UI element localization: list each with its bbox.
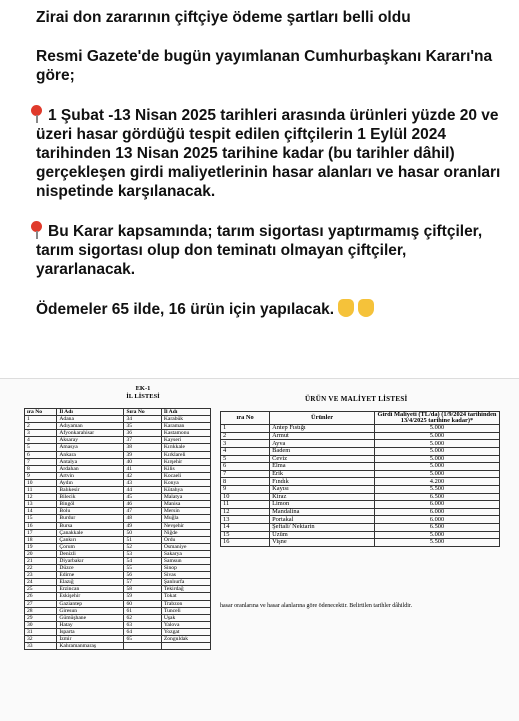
urun-list-table — [220, 411, 500, 547]
table-cell: 16 — [221, 539, 270, 547]
table-row — [25, 458, 211, 465]
table-cell: 5.500 — [375, 539, 500, 547]
table-row — [221, 523, 500, 531]
table-cell: 12 — [25, 494, 57, 501]
table-row — [25, 479, 211, 486]
table-cell: 6.000 — [375, 516, 500, 524]
table-cell: Çanakkale — [57, 529, 124, 536]
table-cell: 2 — [221, 432, 270, 440]
table-cell: Hatay — [57, 621, 124, 628]
table-cell: Kilis — [161, 465, 210, 472]
pin-icon — [30, 221, 44, 239]
table-cell: 63 — [124, 621, 161, 628]
table-cell: Kahramanmaraş — [57, 643, 124, 650]
table-cell: 5 — [221, 455, 270, 463]
table-cell: 43 — [124, 479, 161, 486]
table-cell: Gaziantep — [57, 600, 124, 607]
table-cell: 64 — [124, 628, 161, 635]
col-header: Sıra No — [124, 409, 161, 416]
table-cell: Mandalina — [270, 508, 375, 516]
col-header: Ürünler — [270, 412, 375, 425]
table-cell: 42 — [124, 472, 161, 479]
table-cell: 12 — [221, 508, 270, 516]
table-row — [25, 557, 211, 564]
table-row — [25, 451, 211, 458]
post-text — [36, 8, 506, 319]
table-row — [25, 487, 211, 494]
table-cell: 36 — [124, 430, 161, 437]
table-cell: 57 — [124, 579, 161, 586]
table-cell: 5.000 — [375, 470, 500, 478]
col-header: ıra No — [25, 409, 57, 416]
table-cell: Diyarbakır — [57, 557, 124, 564]
table-row — [25, 543, 211, 550]
table-row — [221, 539, 500, 547]
table-cell: Uşak — [161, 614, 210, 621]
table-cell: Vişne — [270, 539, 375, 547]
table-cell: Artvin — [57, 472, 124, 479]
table-cell: 7 — [25, 458, 57, 465]
table-cell: Aksaray — [57, 437, 124, 444]
table-cell: Kocaeli — [161, 472, 210, 479]
table-cell: 34 — [124, 416, 161, 423]
table-cell: 13 — [221, 516, 270, 524]
table-cell: Portakal — [270, 516, 375, 524]
col-header: Girdi Maliyeti (TL/da) (1/9/2024 tarihinden 13/4/2025 tarihine kadar)* — [375, 412, 500, 425]
table-cell: 27 — [25, 600, 57, 607]
table-cell: 18 — [25, 536, 57, 543]
table-cell: 7 — [221, 470, 270, 478]
table-cell: Malatya — [161, 494, 210, 501]
table-cell: Isparta — [57, 628, 124, 635]
table-cell: Sivas — [161, 572, 210, 579]
table-cell: Ayva — [270, 440, 375, 448]
table-cell: Çankırı — [57, 536, 124, 543]
table-cell: Balıkesir — [57, 487, 124, 494]
table-cell: 48 — [124, 515, 161, 522]
table-cell: 29 — [25, 614, 57, 621]
table-cell: 58 — [124, 586, 161, 593]
table-row — [25, 628, 211, 635]
table-cell: Bolu — [57, 508, 124, 515]
table-cell: 25 — [25, 586, 57, 593]
table-row — [25, 586, 211, 593]
table-cell: 39 — [124, 451, 161, 458]
table-cell: Samsun — [161, 557, 210, 564]
table-cell: Karabük — [161, 416, 210, 423]
table-cell: Sinop — [161, 565, 210, 572]
table-cell: 26 — [25, 593, 57, 600]
table-cell: 20 — [25, 550, 57, 557]
table-cell: 14 — [221, 523, 270, 531]
table-cell: 4.200 — [375, 478, 500, 486]
table-cell: 1 — [25, 416, 57, 423]
table-row — [25, 416, 211, 423]
table-cell: 40 — [124, 458, 161, 465]
table-cell: 5.000 — [375, 432, 500, 440]
table-row — [25, 643, 211, 650]
table-cell: 8 — [221, 478, 270, 486]
table-row — [25, 636, 211, 643]
table-cell: 55 — [124, 565, 161, 572]
table-row — [221, 478, 500, 486]
table-row — [221, 501, 500, 509]
table-cell: 5.500 — [375, 485, 500, 493]
table-row — [221, 432, 500, 440]
table-cell: Amasya — [57, 444, 124, 451]
table-cell: 53 — [124, 550, 161, 557]
col-header: İl Adı — [161, 409, 210, 416]
table-cell: 19 — [25, 543, 57, 550]
table-cell: Kiraz — [270, 493, 375, 501]
table-cell: Kastamonu — [161, 430, 210, 437]
table-cell: Manisa — [161, 501, 210, 508]
table-cell: 6.000 — [375, 501, 500, 509]
table-cell: 6 — [25, 451, 57, 458]
table-cell: 65 — [124, 636, 161, 643]
table-cell: 24 — [25, 579, 57, 586]
table-cell: Badem — [270, 447, 375, 455]
table-cell: Erik — [270, 470, 375, 478]
col-header: ıra No — [221, 412, 270, 425]
table-cell: 49 — [124, 522, 161, 529]
table-cell: Antalya — [57, 458, 124, 465]
table-cell: 45 — [124, 494, 161, 501]
table-cell: Osmaniye — [161, 543, 210, 550]
table-row — [25, 501, 211, 508]
table-cell: 5.000 — [375, 531, 500, 539]
table-row — [25, 600, 211, 607]
table-row — [25, 494, 211, 501]
table-row — [25, 579, 211, 586]
table-cell: Burdur — [57, 515, 124, 522]
table-cell: Bursa — [57, 522, 124, 529]
table-cell: 8 — [25, 465, 57, 472]
table-cell: Üzüm — [270, 531, 375, 539]
table-row — [221, 425, 500, 433]
table-cell: 59 — [124, 593, 161, 600]
table-cell: Şeftali/ Nektarin — [270, 523, 375, 531]
table-cell: 35 — [124, 423, 161, 430]
table-cell: 6.500 — [375, 493, 500, 501]
table-cell: 41 — [124, 465, 161, 472]
table-cell: 3 — [25, 430, 57, 437]
table-cell: 62 — [124, 614, 161, 621]
table-row — [25, 437, 211, 444]
table-cell: 1 — [221, 425, 270, 433]
table-cell: 5.000 — [375, 463, 500, 471]
table-cell: 21 — [25, 557, 57, 564]
table-row — [25, 508, 211, 515]
table-cell: Tunceli — [161, 607, 210, 614]
table-cell: Nevşehir — [161, 522, 210, 529]
table-cell: Denizli — [57, 550, 124, 557]
table-footnote: hasar oranlarına ve hasar alanlarına göre ödenecektir. Belirtilen tarihler dâhildir. — [220, 603, 413, 609]
table-cell: Erzincan — [57, 586, 124, 593]
table-cell: İzmir — [57, 636, 124, 643]
table-cell: Antep Fıstığı — [270, 425, 375, 433]
table-cell: 60 — [124, 600, 161, 607]
table-cell: Niğde — [161, 529, 210, 536]
table-row — [25, 444, 211, 451]
table-cell: 5 — [25, 444, 57, 451]
table-cell: 4 — [25, 437, 57, 444]
table-cell: 5.000 — [375, 455, 500, 463]
table-cell — [161, 643, 210, 650]
table-cell: 6.500 — [375, 523, 500, 531]
table-cell: Çorum — [57, 543, 124, 550]
table-cell: 2 — [25, 423, 57, 430]
table-cell: 54 — [124, 557, 161, 564]
table-cell: 44 — [124, 487, 161, 494]
table-cell: Adana — [57, 416, 124, 423]
table-cell: Adıyaman — [57, 423, 124, 430]
table-cell: 4 — [221, 447, 270, 455]
table-cell: Kütahya — [161, 487, 210, 494]
table-cell: 15 — [25, 515, 57, 522]
table-row — [221, 508, 500, 516]
table-row — [221, 493, 500, 501]
table-cell: 6 — [221, 463, 270, 471]
table-row — [25, 430, 211, 437]
table-cell: 23 — [25, 572, 57, 579]
table-cell: Kayseri — [161, 437, 210, 444]
table-cell: 10 — [221, 493, 270, 501]
table-cell: Fındık — [270, 478, 375, 486]
table-cell: 9 — [221, 485, 270, 493]
table-cell: 14 — [25, 508, 57, 515]
table-row — [25, 593, 211, 600]
table-cell: 52 — [124, 543, 161, 550]
pin-icon — [30, 105, 44, 123]
table-row — [25, 515, 211, 522]
table-row — [25, 565, 211, 572]
il-list-table — [24, 408, 211, 650]
urun-list-title: ÜRÜN VE MALİYET LİSTESİ — [305, 395, 408, 403]
table-row — [25, 614, 211, 621]
table-cell: Gümüşhane — [57, 614, 124, 621]
post-intro: Resmi Gazete'de bugün yayımlanan Cumhurbaşkanı Kararı'na göre; — [36, 48, 493, 84]
table-row — [25, 465, 211, 472]
table-cell: 22 — [25, 565, 57, 572]
table-cell: Zonguldak — [161, 636, 210, 643]
table-cell: Mersin — [161, 508, 210, 515]
table-cell: 61 — [124, 607, 161, 614]
table-row — [25, 536, 211, 543]
table-cell: Kırıkkale — [161, 444, 210, 451]
table-cell: Muğla — [161, 515, 210, 522]
table-row — [221, 485, 500, 493]
post-point-2: Bu Karar kapsamında; tarım sigortası yaptırmamış çiftçiler, tarım sigortası olup don teminatı olmayan çiftçiler, yararlanacak. — [36, 221, 506, 279]
table-cell: Aydın — [57, 479, 124, 486]
table-cell: Bilecik — [57, 494, 124, 501]
table-row — [221, 516, 500, 524]
table-cell: Kırklareli — [161, 451, 210, 458]
table-cell: Bingöl — [57, 501, 124, 508]
table-cell: Kırşehir — [161, 458, 210, 465]
table-cell: Ardahan — [57, 465, 124, 472]
table-cell: 16 — [25, 522, 57, 529]
table-cell: 32 — [25, 636, 57, 643]
table-cell: Yalova — [161, 621, 210, 628]
col-header: İl Adı — [57, 409, 124, 416]
post-title: Zirai don zararının çiftçiye ödeme şartları belli oldu — [36, 9, 411, 26]
table-cell: 15 — [221, 531, 270, 539]
table-cell: Ceviz — [270, 455, 375, 463]
table-row — [221, 531, 500, 539]
table-cell: 6.000 — [375, 508, 500, 516]
table-row — [25, 572, 211, 579]
table-row — [25, 522, 211, 529]
table-cell: 13 — [25, 501, 57, 508]
table-row — [25, 550, 211, 557]
post-summary: Ödemeler 65 ilde, 16 ürün için yapılacak. — [36, 299, 506, 319]
table-cell: 3 — [221, 440, 270, 448]
table-row — [221, 440, 500, 448]
table-cell: Elazığ — [57, 579, 124, 586]
table-cell: 50 — [124, 529, 161, 536]
table-cell: 37 — [124, 437, 161, 444]
table-cell: Şanlıurfa — [161, 579, 210, 586]
table-cell: 33 — [25, 643, 57, 650]
table-cell: Kayısı — [270, 485, 375, 493]
table-cell: Armut — [270, 432, 375, 440]
table-row — [221, 470, 500, 478]
table-cell: 51 — [124, 536, 161, 543]
table-cell: Ordu — [161, 536, 210, 543]
table-row — [25, 529, 211, 536]
il-list-title: EK-1 İL LİSTESİ — [126, 385, 160, 400]
table-cell: 11 — [25, 487, 57, 494]
pointing-down-hand-icon — [358, 299, 374, 317]
table-row — [221, 455, 500, 463]
post-point-1: 1 Şubat -13 Nisan 2025 tarihleri arasında ürünleri yüzde 20 ve üzeri hasar gördüğü tespit edilen çiftçilerin 1 Eylül 2024 tarihinden 13 Nisan 2025 tarihine kadar (bu tarihler dâhil) gerçekleşen girdi maliyetlerinin hasar alanları ve hasar oranları nispetinde karşılanacak. — [36, 105, 506, 201]
table-cell: Edirne — [57, 572, 124, 579]
table-cell: Giresun — [57, 607, 124, 614]
table-cell: Eskişehir — [57, 593, 124, 600]
table-cell: Elma — [270, 463, 375, 471]
table-row — [25, 607, 211, 614]
table-cell: 9 — [25, 472, 57, 479]
table-cell: Limon — [270, 501, 375, 509]
table-cell: Karaman — [161, 423, 210, 430]
table-cell: 5.000 — [375, 447, 500, 455]
table-cell: 30 — [25, 621, 57, 628]
table-cell — [124, 643, 161, 650]
table-cell: Sakarya — [161, 550, 210, 557]
table-cell: 31 — [25, 628, 57, 635]
table-cell: 28 — [25, 607, 57, 614]
table-cell: 11 — [221, 501, 270, 509]
table-row — [221, 447, 500, 455]
table-cell: Afyonkarahisar — [57, 430, 124, 437]
table-cell: Trabzon — [161, 600, 210, 607]
table-cell: 38 — [124, 444, 161, 451]
table-cell: 5.000 — [375, 425, 500, 433]
table-cell: 10 — [25, 479, 57, 486]
document-image — [0, 378, 519, 721]
table-cell: 17 — [25, 529, 57, 536]
table-cell: Tekirdağ — [161, 586, 210, 593]
pointing-down-hand-icon — [338, 299, 354, 317]
table-cell: Ankara — [57, 451, 124, 458]
table-row — [221, 463, 500, 471]
table-row — [25, 423, 211, 430]
table-row — [25, 621, 211, 628]
table-cell: 56 — [124, 572, 161, 579]
table-cell: 47 — [124, 508, 161, 515]
table-cell: Konya — [161, 479, 210, 486]
table-cell: 5.000 — [375, 440, 500, 448]
table-row — [25, 472, 211, 479]
table-cell: Düzce — [57, 565, 124, 572]
table-cell: Tokat — [161, 593, 210, 600]
table-cell: Yozgat — [161, 628, 210, 635]
table-cell: 46 — [124, 501, 161, 508]
